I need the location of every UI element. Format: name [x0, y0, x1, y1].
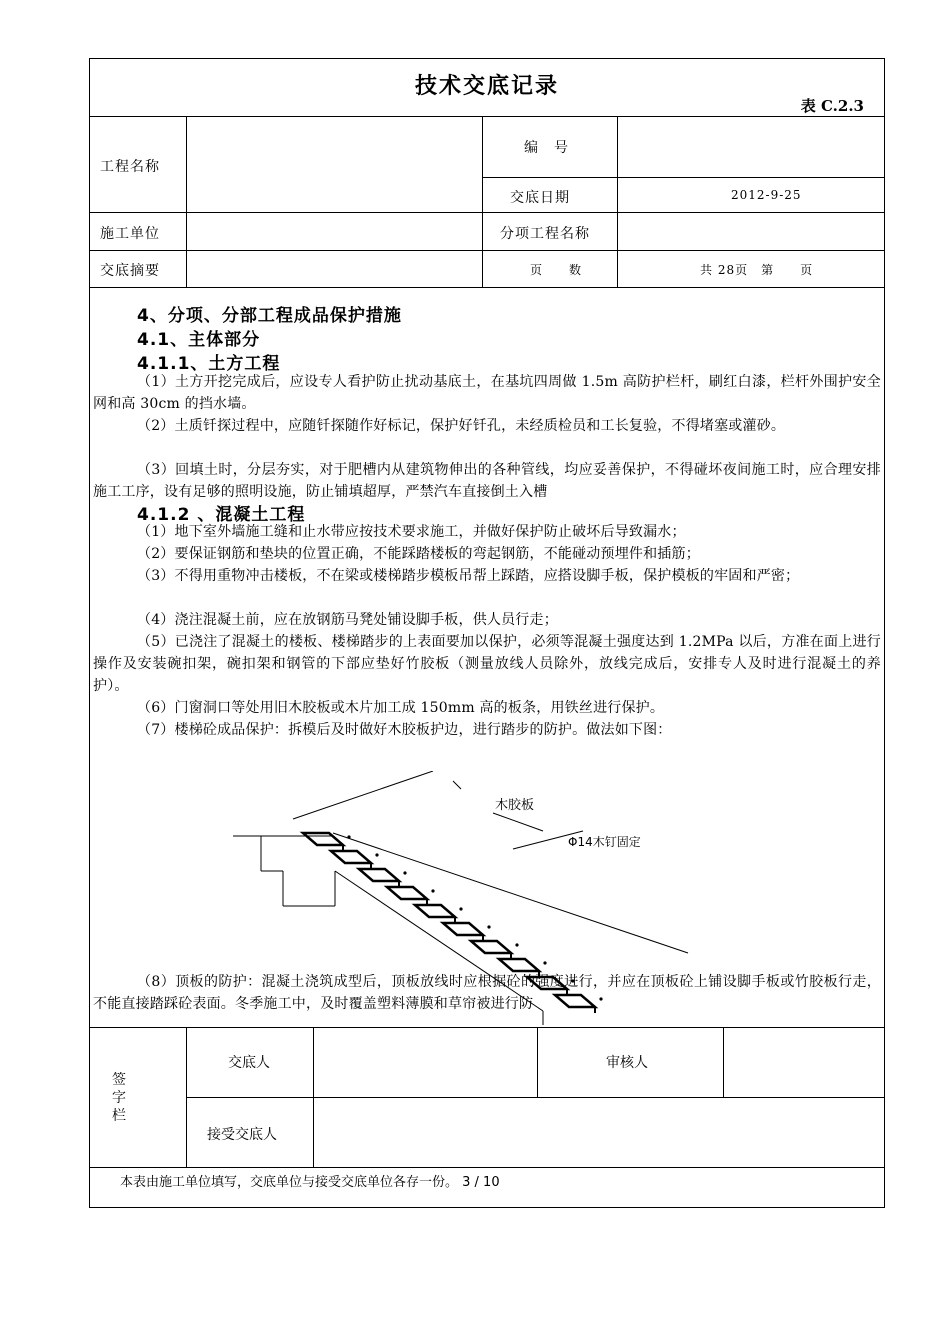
- nail-dot: [487, 925, 490, 928]
- nail-dot: [543, 961, 546, 964]
- table-line: [537, 1027, 538, 1097]
- stair-tread: [331, 851, 371, 863]
- content-area: [93, 301, 881, 1025]
- paragraph: （2）土质钎探过程中，应随钎探随作好标记，保护好钎孔，未经质检员和工长复验，不得堵塞或灌砂。: [137, 418, 786, 434]
- guide-line: [453, 781, 461, 789]
- date-value: 2012-9-25: [731, 188, 802, 202]
- stair-tread: [387, 887, 427, 899]
- table-line: [90, 1167, 884, 1168]
- stair-tread: [443, 923, 483, 935]
- heading-4-1: 4.1、主体部分: [137, 330, 261, 350]
- stair-tread: [415, 905, 455, 917]
- paragraph: （8）顶板的防护：混凝土浇筑成型后，顶板放线时应根据砼的强度进行，并应在顶板砼上铺设脚手板或竹胶板行走，不能直接踏踩砼表面。冬季施工中，及时覆盖塑料薄膜和草帘被进行防: [93, 974, 881, 1012]
- guide-line: [333, 833, 688, 953]
- page-title: 技术交底记录: [414, 73, 559, 99]
- pages-label: 页 数: [530, 263, 583, 277]
- paragraph: （1）地下室外墙施工缝和止水带应按技术要求施工，并做好保护防止破坏后导致漏水；: [137, 524, 686, 540]
- table-line: [186, 1027, 187, 1167]
- presenter-label: 交底人: [228, 1055, 270, 1071]
- table-line: [186, 1097, 884, 1098]
- figure-label-board: 木胶板: [495, 798, 535, 813]
- nail-dot: [347, 835, 350, 838]
- table-line: [90, 212, 884, 213]
- nail-dot: [431, 889, 434, 892]
- paragraph: （6）门窗洞口等处用旧木胶板或木片加工成 150mm 高的板条，用铁丝进行保护。: [137, 700, 665, 716]
- summary-label: 交底摘要: [100, 263, 160, 279]
- nail-dot: [375, 853, 378, 856]
- stair-tread: [471, 941, 511, 953]
- leader-line: [493, 813, 543, 831]
- table-line: [90, 1027, 884, 1028]
- table-line: [482, 117, 483, 287]
- table-line: [723, 1027, 724, 1097]
- paragraph: （3）不得用重物冲击楼板，不在梁或楼梯踏步模板吊帮上踩踏，应搭设脚手板，保护模板的牢固和严密；: [137, 568, 800, 584]
- table-line: [313, 1027, 314, 1167]
- paragraph: （7）楼梯砼成品保护：拆模后及时做好木胶板护边，进行踏步的防护。做法如下图：: [137, 722, 672, 738]
- paragraph: （3）回填土时，分层夯实，对于肥槽内从建筑物伸出的各种管线，均应妥善保护，不得碰坏夜间施工时，应合理安排施工工序，设有足够的照明设施，防止铺填超厚，严禁汽车直接倒土入槽: [93, 462, 881, 500]
- receiver-label: 接受交底人: [207, 1127, 277, 1143]
- title-box: [90, 59, 884, 117]
- document-frame: [89, 58, 885, 1208]
- table-line: [617, 117, 618, 287]
- paragraph: （5）已浇注了混凝土的楼板、楼梯踏步的上表面要加以保护，必须等混凝土强度达到 1.2MPa 以后，方准在面上进行操作及安装碗扣架，碗扣架和钢管的下部应垫好竹胶板（测量放线人员除外，放线完成后，安排专人及时进行混凝土的养护）。: [93, 634, 881, 694]
- figure-label-nail: Φ14木钉固定: [568, 835, 641, 849]
- guide-line: [293, 771, 433, 819]
- date-label: 交底日期: [510, 190, 570, 206]
- nail-dot: [515, 943, 518, 946]
- sub-project-label: 分项工程名称: [500, 226, 590, 242]
- nail-dot: [459, 907, 462, 910]
- paragraph: （2）要保证钢筋和垫块的位置正确，不能踩踏楼板的弯起钢筋，不能碰动预埋件和插筋；: [137, 546, 700, 562]
- paragraph: （4）浇注混凝土前，应在放钢筋马凳处铺设脚手板，供人员行走；: [137, 612, 558, 628]
- table-line: [90, 287, 884, 288]
- reviewer-label: 审核人: [606, 1055, 648, 1071]
- pages-value: 共 28页 第 页: [700, 263, 814, 277]
- project-name-label: 工程名称: [100, 159, 160, 175]
- signature-column-label: 签字栏: [112, 1072, 126, 1124]
- table-line: [90, 250, 884, 251]
- paragraph: （1）土方开挖完成后，应设专人看护防止扰动基底土，在基坑四周做 1.5m 高防护栏杆，刷红白漆，栏杆外围护安全网和高 30cm 的挡水墙。: [93, 374, 881, 412]
- stair-tread: [359, 869, 399, 881]
- heading-4-1-2: 4.1.2 、混凝土工程: [137, 505, 306, 525]
- constructor-label: 施工单位: [100, 226, 160, 242]
- heading-4: 4、分项、分部工程成品保护措施: [137, 306, 402, 326]
- form-number: 表 C.2.3: [800, 97, 864, 115]
- table-line: [186, 117, 187, 287]
- heading-4-1-1: 4.1.1、土方工程: [137, 354, 281, 374]
- nail-dot: [403, 871, 406, 874]
- footer-note: 本表由施工单位填写，交底单位与接受交底单位各存一份。 3 / 10: [120, 1175, 500, 1190]
- stair-tread: [499, 959, 539, 971]
- code-label: 编 号: [524, 140, 569, 156]
- table-line: [482, 177, 884, 178]
